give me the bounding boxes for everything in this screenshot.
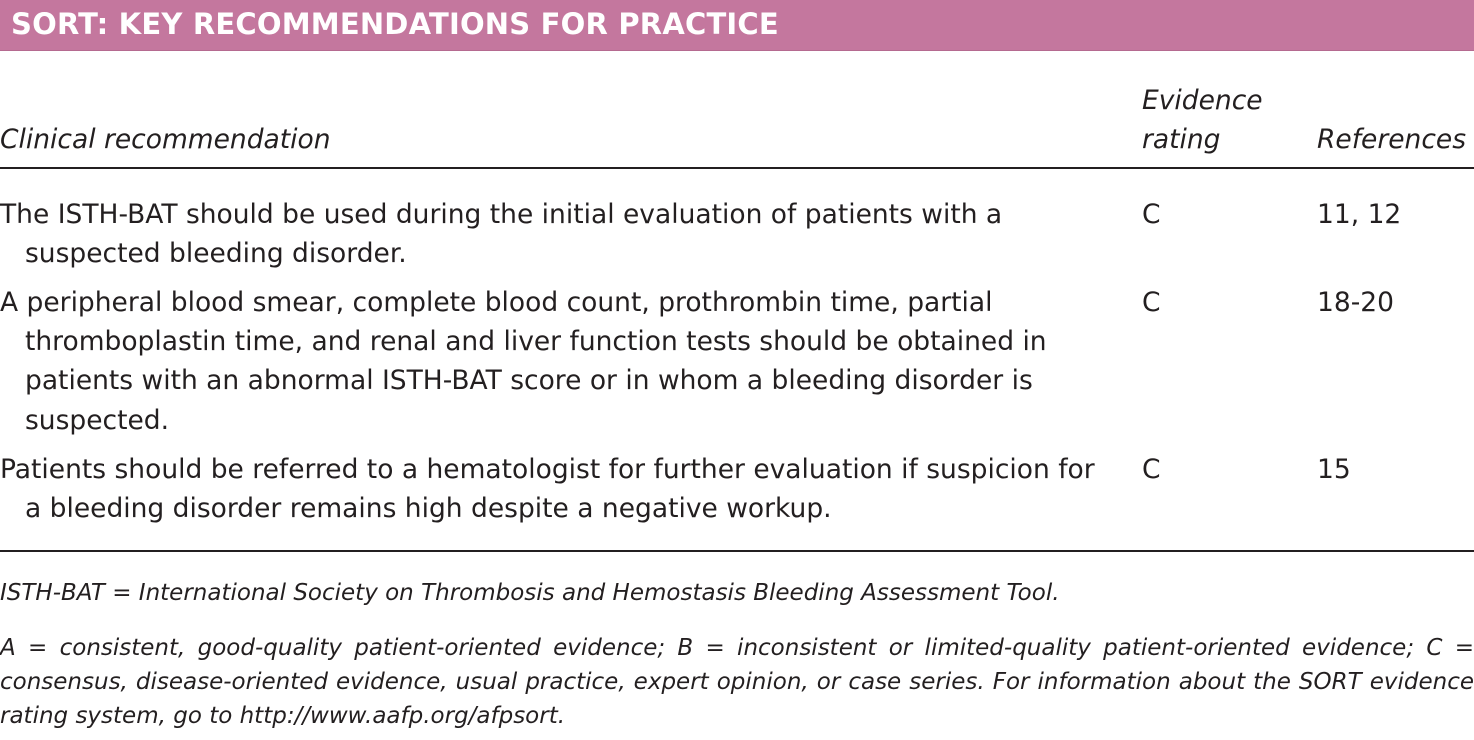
- header-evidence-rating: [1142, 81, 1263, 159]
- evidence-rating: C: [1142, 287, 1161, 318]
- recommendation-text: Patients should be referred to a hematologist for further evaluation if suspicion for a bleeding disorder remains high despite a negative workup.: [0, 454, 1095, 525]
- references: 18-20: [1317, 287, 1395, 318]
- banner-title: SORT: KEY RECOMMENDATIONS FOR PRACTICE: [11, 7, 779, 41]
- header-clinical-recommendation: Clinical recommendation: [0, 124, 331, 155]
- header-divider: [0, 167, 1474, 169]
- recommendation-text: A peripheral blood smear, complete blood count, prothrombin time, partial thromboplastin time, and renal and liver function tests should be obtained in patients with an abnormal ISTH-BAT score or in whom a bleeding disorder is suspected.: [0, 287, 1047, 436]
- evidence-rating: C: [1142, 199, 1161, 230]
- table-bottom-divider: [0, 550, 1474, 552]
- recommendation-text: The ISTH-BAT should be used during the initial evaluation of patients with a suspected bleeding disorder.: [0, 199, 1003, 270]
- references: 11, 12: [1317, 199, 1402, 230]
- sort-banner: [0, 0, 1474, 51]
- header-references: References: [1317, 124, 1467, 155]
- footnote-rating-key: A = consistent, good-quality patient-oriented evidence; B = inconsistent or limited-quality patient-oriented evidence; C = consensus, disease-oriented evidence, usual practice, expert opinion, or case series. For information about the SORT evidence rating system, go to http://www.aafp.org/afpsort.: [0, 635, 1474, 729]
- evidence-rating: C: [1142, 454, 1161, 485]
- references: 15: [1317, 454, 1351, 485]
- header-evidence-line1: Evidence: [1142, 85, 1263, 116]
- header-evidence-line2: rating: [1142, 124, 1221, 155]
- footnote-abbreviation: ISTH-BAT = International Society on Thrombosis and Hemostasis Bleeding Assessment Tool.: [0, 580, 1060, 606]
